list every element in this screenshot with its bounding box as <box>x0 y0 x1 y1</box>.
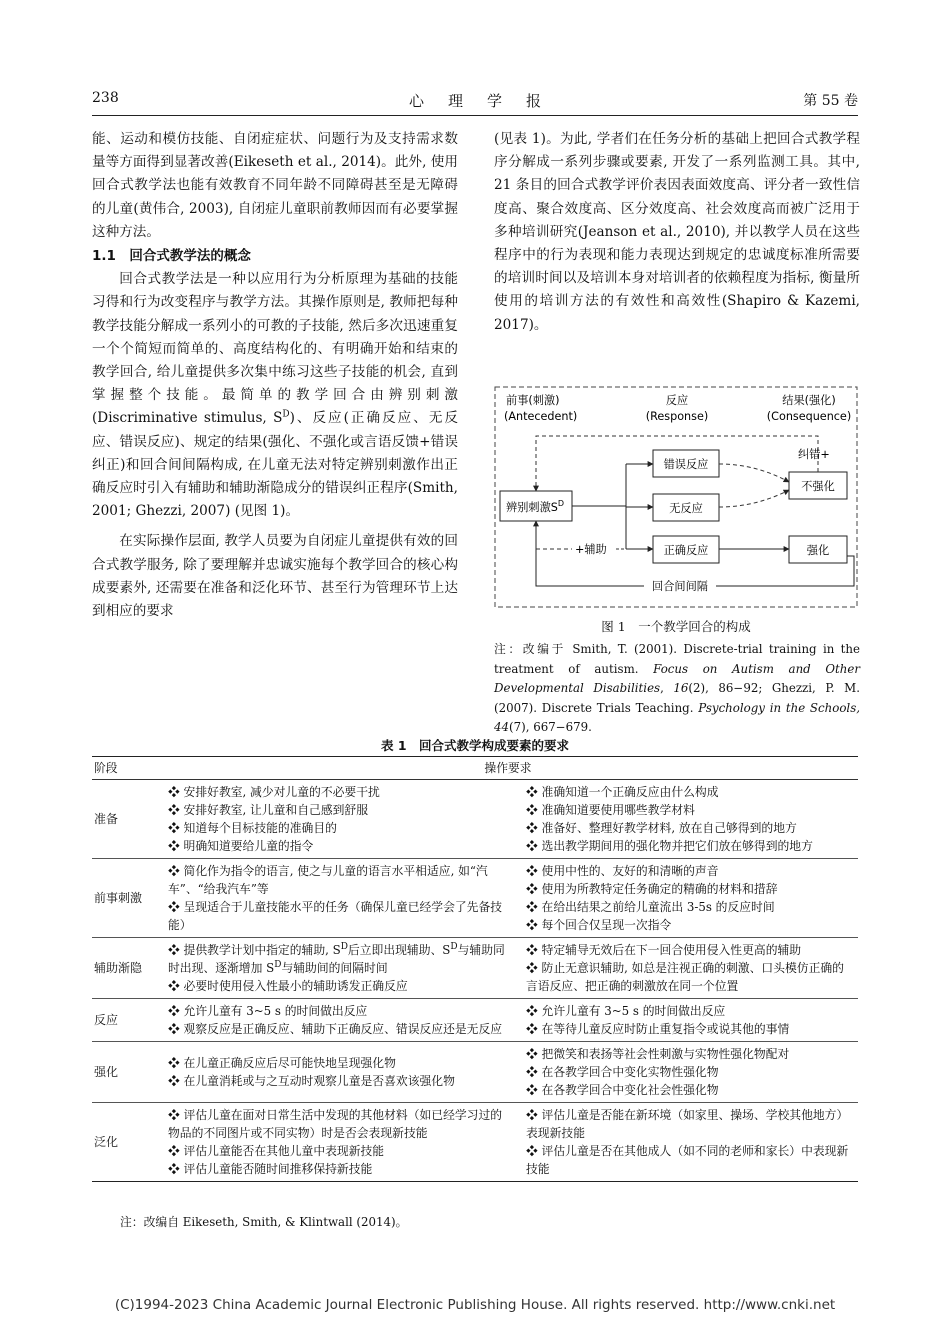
arrow-error-to-noreinf <box>719 464 789 482</box>
req-left-cell: ❖ 安排好教室, 减少对儿童的不必要干扰 ❖ 安排好教室, 让儿童和自己感到舒服 ❖ 知道每个目标技能的准确目的 ❖ 明确知道要给儿童的指令 <box>158 780 512 859</box>
req-right-cell: ❖ 准确知道一个正确反应由什么构成 ❖ 准确知道要使用哪些教学材料 ❖ 准备好、整理好教学材料, 放在自己够得到的地方 ❖ 选出教学期间用的强化物并把它们放在够得到的地方 <box>512 780 858 859</box>
stage-cell: 辅助渐隐 <box>92 938 158 999</box>
req-left-cell: ❖ 在儿童正确反应后尽可能快地呈现强化物 ❖ 在儿童消耗或与之互动时观察儿童是否喜欢该强化物 <box>158 1042 512 1103</box>
table-row <box>92 1042 858 1103</box>
figure-caption: 图 1 一个教学回合的构成 <box>601 619 751 634</box>
header-antecedent: 前事(刺激) <box>506 394 560 407</box>
table-row <box>92 938 858 999</box>
table-header-row <box>92 757 858 780</box>
table-row <box>92 999 858 1042</box>
col-requirements-header: 操作要求 <box>158 757 858 780</box>
req-right-cell: ❖ 把微笑和表扬等社会性刺激与实物性强化物配对 ❖ 在各教学回合中变化实物性强化物 ❖ 在各教学回合中变化社会性强化物 <box>512 1042 858 1103</box>
requirements-table <box>92 756 858 1182</box>
journal-title: 心理学报 <box>408 92 565 110</box>
table-note: 注：改编自 Eikeseth, Smith, & Klintwall (2014)。 <box>120 1215 408 1229</box>
box-correct-label: 正确反应 <box>663 544 709 557</box>
label-iti: 回合间间隔 <box>652 580 708 593</box>
req-left-cell: ❖ 简化作为指令的语言, 使之与儿童的语言水平相适应, 如“汽车”、“给我汽车”等 ❖ 呈现适合于儿童技能水平的任务（确保儿童已经学会了先备技能） <box>158 859 512 938</box>
left-column <box>92 128 458 623</box>
table-row <box>92 780 858 859</box>
right-paragraph-1: (见表 1)。为此, 学者们在任务分析的基础上把回合式教学程序分解成一系列步骤或要素, 开发了一系列监测工具。其中, 21 条目的回合式教学评价表因表面效度高、评分者一致性信度高、聚合效度高、区分效度高、社会效度高而被广泛用于多种培训研究(Jeanson et al., 2010), 并以教学人员在这些程序中的行为表现和能力表现达到规定的忠诚度标准所需要的培训时间以及培训本身对培训者的依赖程度为指标, 衡量所使用的培训方法的有效性和高效性(Shapiro & Kazemi, 2017)。 <box>494 131 860 333</box>
box-reinf-label: 强化 <box>806 544 830 557</box>
req-right-cell: ❖ 允许儿童有 3~5 s 的时间做出反应 ❖ 在等待儿童反应时防止重复指令或说其他的事情 <box>512 999 858 1042</box>
req-right-cell: ❖ 特定辅导无效后在下一回合使用侵入性更高的辅助 ❖ 防止无意识辅助, 如总是注视正确的刺激、口头模仿正确的言语反应、把正确的刺激放在同一个位置 <box>512 938 858 999</box>
box-error-label: 错误反应 <box>663 458 709 471</box>
label-prompt: +辅助 <box>575 543 607 556</box>
table-title: 表 1 回合式教学构成要素的要求 <box>380 738 570 753</box>
table-row <box>92 1103 858 1182</box>
stage-cell: 前事刺激 <box>92 859 158 938</box>
box-sd-label: 辨别刺激$S^D$ <box>506 499 565 514</box>
req-left-cell: ❖ 提供教学计划中指定的辅助, $S^D$后立即出现辅助、$S^D$与辅助同时出现、逐渐增加 $S^D$与辅助间的间隔时间 ❖ 必要时使用侵入性最小的辅助诱发正确反应 <box>158 938 512 999</box>
req-left-cell: ❖ 允许儿童有 3~5 s 的时间做出反应 ❖ 观察反应是正确反应、辅助下正确反应、错误反应还是无反应 <box>158 999 512 1042</box>
header-antecedent-en: (Antecedent) <box>504 410 578 423</box>
left-paragraph-3: 在实际操作层面, 教学人员要为自闭症儿童提供有效的回合式教学服务, 除了要理解并忠诚实施每个教学回合的核心构成要素外, 还需要在准备和泛化环节、甚至行为管理环节上达到相应的要求 <box>92 533 458 620</box>
right-column <box>494 128 860 337</box>
figure-1-diagram <box>494 386 858 608</box>
table-row <box>92 859 858 938</box>
req-right-cell: ❖ 使用中性的、友好的和清晰的声音 ❖ 使用为所教特定任务确定的精确的材料和措辞 ❖ 在给出结果之前给儿童流出 3-5s 的反应时间 ❖ 每个回合仅呈现一次指令 <box>512 859 858 938</box>
figure-note: 注：改编于 Smith, T. (2001). Discrete-trial training in the treatment of autism. Focus on Autism and Other Developmental Disabilities, 16(2), 86−92; Ghezzi, P. M. (2007). Discrete Trials Teaching. Psychology in the Schools, 44(7), 667−679. <box>494 642 861 734</box>
box-none-label: 无反应 <box>669 502 703 515</box>
page-number: 238 <box>92 90 119 106</box>
box-noreinf-label: 不强化 <box>801 480 835 493</box>
stage-cell: 反应 <box>92 999 158 1042</box>
req-right-cell: ❖ 评估儿童是否能在新环境（如家里、操场、学校其他地方）表现新技能 ❖ 评估儿童是否在其他成人（如不同的老师和家长）中表现新技能 <box>512 1103 858 1182</box>
section-heading: 1.1 回合式教学法的概念 <box>92 248 251 265</box>
left-paragraph-2: 回合式教学法是一种以应用行为分析原理为基础的技能习得和行为改变程序与教学方法。其操作原则是, 教师把每种教学技能分解成一系列小的可教的子技能, 然后多次迅速重复一个个简短而简单的、高度结构化的、有明确开始和结束的教学回合, 给儿童提供多次集中练习这些子技能的机会, 直到掌握整个技能。最简单的教学回合由辨别刺激(Discriminative stimulus, $S^D$)、反应(正确反应、无反应、错误反应)、规定的结果(强化、不强化或言语反馈+错误纠正)和回合间间隔构成, 在儿童无法对特定辨别刺激作出正确反应时引入有辅助和辅助渐隐成分的错误纠正程序(Smith, 2001; Ghezzi, 2007) (见图 1)。 <box>92 271 459 520</box>
stage-cell: 准备 <box>92 780 158 859</box>
header-rule <box>92 115 858 116</box>
col-stage-header: 阶段 <box>92 757 158 780</box>
header-response: 反应 <box>665 394 689 407</box>
copyright-footer: (C)1994-2023 China Academic Journal Electronic Publishing House. All rights reserved. http://www.cnki.net <box>114 1297 836 1313</box>
req-left-cell: ❖ 评估儿童在面对日常生活中发现的其他材料（如已经学习过的物品的不同图片或不同实物）时是否会表现新技能 ❖ 评估儿童能否在其他儿童中表现新技能 ❖ 评估儿童能否随时间推移保持新技能 <box>158 1103 512 1182</box>
volume-label: 第 55 卷 <box>803 93 858 109</box>
arrow-prompt-line <box>536 521 572 549</box>
header-response-en: (Response) <box>645 410 709 423</box>
header-consequence: 结果(强化) <box>782 394 836 407</box>
arrow-none-to-noreinf <box>719 490 789 507</box>
left-paragraph-1: 能、运动和模仿技能、自闭症症状、问题行为及支持需求数量等方面得到显著改善(Eikeseth et al., 2014)。此外, 使用回合式教学法也能有效教育不同年龄不同障碍甚至是无障碍的儿童(黄伟合, 2003), 自闭症儿童职前教师因而有必要掌握这种方法。 <box>92 131 458 240</box>
stage-cell: 泛化 <box>92 1103 158 1182</box>
label-correction: 纠错+ <box>798 448 830 461</box>
stage-cell: 强化 <box>92 1042 158 1103</box>
header-consequence-en: (Consequence) <box>766 410 852 423</box>
